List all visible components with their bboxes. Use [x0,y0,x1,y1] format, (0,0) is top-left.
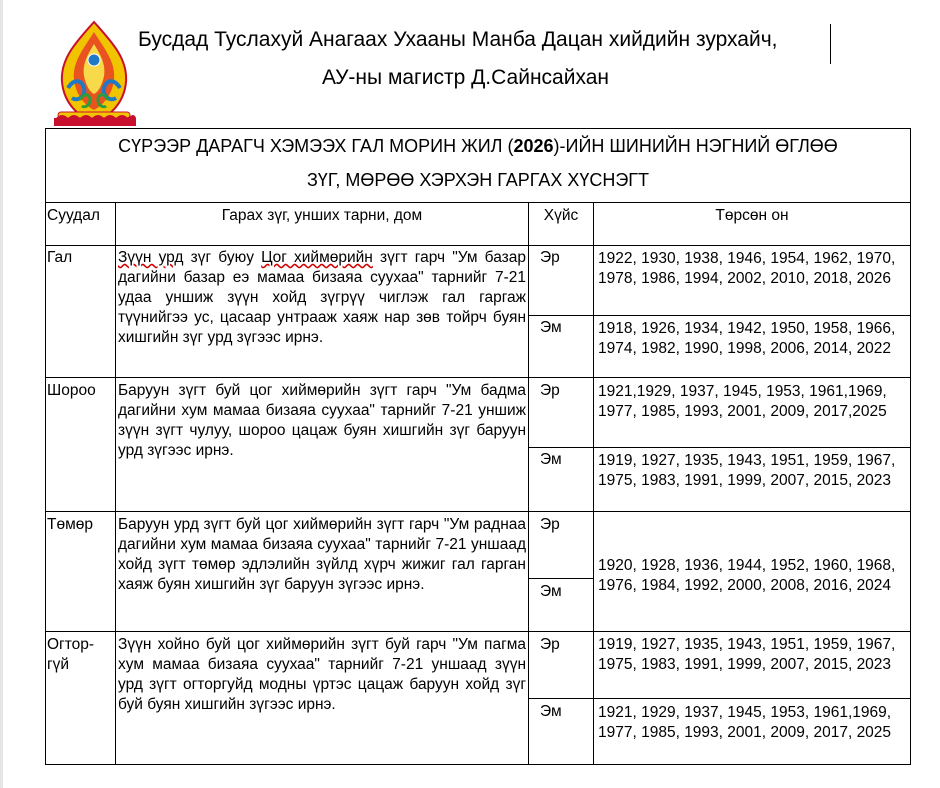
row-gender-female: Эм [540,319,562,336]
row-direction-sky: Зүүн хойно буй цог хиймөрийн зүгт буй гарч "Ум пагма хум мамаа бизаяа суухаа" тарнийг 7-21 уншаад зүүн урд зүгт огторгуйд модны үртэс цацаж баруун хойд зүг буй буян хишгийн зүгээс ирнэ. [118,636,526,713]
row-years-both: 1920, 1928, 1936, 1944, 1952, 1960, 1968, 1976, 1984, 1992, 2000, 2008, 2016, 2024 [598,557,896,594]
table-title-line2: ЗҮГ, МӨРӨӨ ХЭРХЭН ГАРГАХ ХҮСНЭГТ [306,170,650,190]
row-direction-fire: Зүүн урд зүг буюу Цог хиймөрийн зүгт гарч "Ум базар дагийни базар еэ мамаа бизаяа суухаа" тарнийг 7-21 удаа уншиж зүүн хойд зүгрүү чиглэж гал гаргаж түүнийгээ ус, цасаар унтрааж хаяж нар зөв тойрч буян хишгийн зүг урд зүгээс ирнэ. [118,249,527,346]
col-header-direction: Гарах зүг, унших тарни, дом [221,207,423,224]
row-direction-metal: Баруун урд зүгт буй цог хиймөрийн зүгт гарч "Ум раднаа дагийни хум мамаа бизаяа суухаа" тарнийг 7-21 уншаад хойд зүгт төмөр эдлэлийн зүйлд хүрч жижиг гал гарган хаяж буян хишгийн зүг баруун зүгээс ирнэ. [118,516,526,593]
row-years-male: 1919, 1927, 1935, 1943, 1951, 1959, 1967, 1975, 1983, 1991, 1999, 2007, 2015, 2023 [598,636,896,673]
text-cursor [830,24,831,64]
row-element-sky: Огтор-гүй [47,636,95,673]
row-years-male: 1921,1929, 1937, 1945, 1953, 1961,1969, 1977, 1985, 1993, 2001, 2009, 2017,2025 [598,383,887,420]
row-gender-female: Эм [540,451,562,468]
row-direction-earth: Баруун зүгт буй цог хиймөрийн зүгт гарч "Ум бадма дагийни хум мамаа бизаяа суухаа" тарнийг 7-21 уншиж зүүн зүгт чулуу, шороо цацаж буян хишгийн зүг баруун урд зүгээс ирнэ. [118,382,526,459]
col-header-years: Төрсөн он [715,207,789,224]
row-years-female: 1918, 1926, 1934, 1942, 1950, 1958, 1966, 1974, 1982, 1990, 1998, 2006, 2014, 2022 [598,320,896,357]
row-years-female: 1921, 1929, 1937, 1945, 1953, 1961,1969, 1977, 1985, 1993, 2001, 2009, 2017, 2025 [598,704,892,741]
row-element-metal: Төмөр [47,516,93,533]
row-years-female: 1919, 1927, 1935, 1943, 1951, 1959, 1967, 1975, 1983, 1991, 1999, 2007, 2015, 2023 [598,452,896,489]
col-header-gender: Хүйс [543,207,579,224]
row-element-earth: Шороо [47,382,96,399]
row-gender-male: Эр [540,382,560,399]
col-header-element: Суудал [47,207,100,224]
header-author: АУ-ны магистр Д.Сайнсайхан [322,66,609,89]
monastery-logo-icon [50,18,138,130]
row-gender-male: Эр [540,636,560,653]
row-gender-male: Эр [540,249,560,266]
row-years-male: 1922, 1930, 1938, 1946, 1954, 1962, 1970, 1978, 1986, 1994, 2002, 2010, 2018, 2026 [598,250,896,287]
page-edge [0,0,3,788]
table-title-line1: СҮРЭЭР ДАРАГЧ ХЭМЭЭХ ГАЛ МОРИН ЖИЛ (2026)-ИЙН ШИНИЙН НЭГНИЙ ӨГЛӨӨ [118,136,838,156]
row-gender-female: Эм [540,583,562,600]
row-gender-male: Эр [540,516,560,533]
row-element-fire: Гал [47,249,73,266]
row-gender-female: Эм [540,703,562,720]
header-title: Бусдад Туслахуй Анагаах Ухааны Манба Дацан хийдийн зурхайч, [138,28,778,51]
